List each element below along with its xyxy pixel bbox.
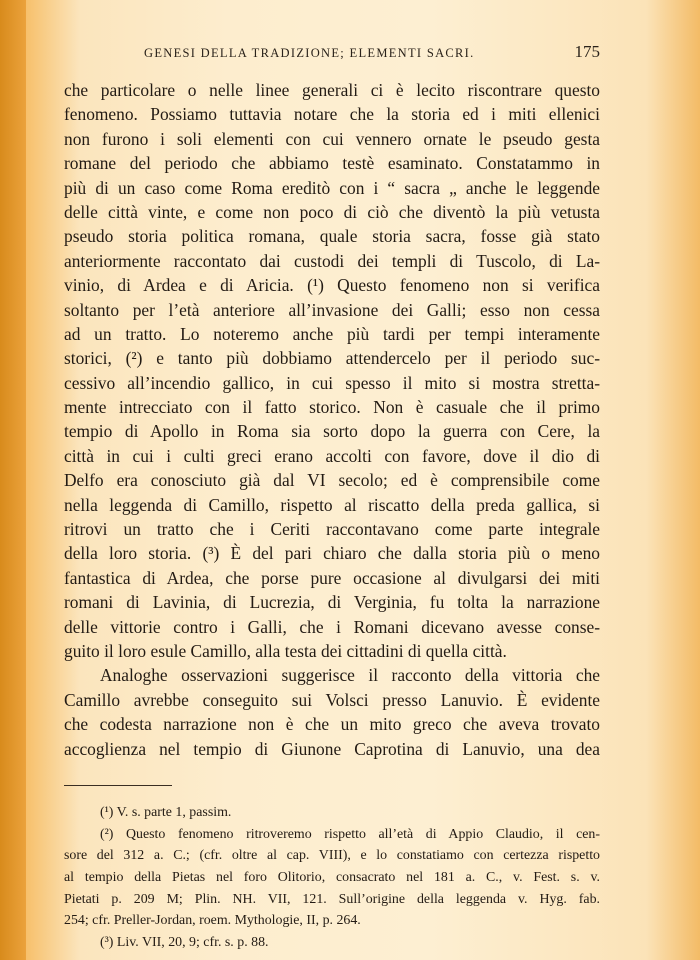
text-line: tempio di Apollo in Roma sia sorto dopo la guerra con Cere, la [64, 421, 600, 442]
text-line: non furono i soli elementi con cui vennero ornate le pseudo gesta [64, 128, 600, 149]
text-line: fenomeno. Possiamo tuttavia notare che la storia ed i miti ellenici [64, 104, 600, 125]
text-line: delle vittorie contro i Galli, che i Romani dicevano avesse conse- [64, 616, 600, 637]
text-line: città in cui i culti greci erano accolti con favore, dove il dio di [64, 445, 600, 466]
footnote-rule [64, 785, 172, 786]
text-line: ad un tratto. Lo noteremo anche più tardi per tempi interamente [64, 323, 600, 344]
text-line: anteriormente raccontato dai custodi dei templi di Tuscolo, di La- [64, 250, 600, 271]
text-line: fantastica di Ardea, che porse pure occasione al divulgarsi dei miti [64, 567, 600, 588]
text-line: mente intrecciato con il fatto storico. Non è casuale che il primo [64, 397, 600, 418]
text-line: pseudo storia politica romana, quale storia sacra, fosse già stato [64, 226, 600, 247]
running-title: GENESI DELLA TRADIZIONE; ELEMENTI SACRI. [144, 46, 475, 60]
text-line: romani di Lavinia, di Lucrezia, di Verginia, fu tolta la narrazione [64, 592, 600, 613]
text-line: che codesta narrazione non è che un mito greco che aveva trovato [64, 714, 600, 735]
footnotes [64, 802, 600, 954]
text-line: soltanto per l’età anteriore all’invasione dei Galli; esso non cessa [64, 299, 600, 320]
text-line: più di un caso come Roma ereditò con i “ sacra „ anche le leggende [64, 177, 600, 198]
text-line: Delfo era conosciuto già dal VI secolo; ed è comprensibile come [64, 470, 600, 491]
text-line: romane del periodo che abbiamo testè esaminato. Constatammo in [64, 153, 600, 174]
text-line: delle città vinte, e come non poco di ciò che diventò la più vetusta [64, 201, 600, 222]
text-line: storici, (²) e tanto più dobbiamo attendercelo per il periodo suc- [64, 348, 600, 369]
paragraph-start-line: Analoghe osservazioni suggerisce il racconto della vittoria che [100, 665, 600, 686]
text-line: vinio, di Ardea e di Aricia. (¹) Questo fenomeno non si verifica [64, 275, 600, 296]
text-line: guito il loro esule Camillo, alla testa dei cittadini di quella città. [64, 640, 507, 661]
book-spine-edge [0, 0, 26, 960]
body-text [64, 78, 600, 761]
footnote-2: (²) Questo fenomeno ritroveremo rispetto all’età di Appio Claudio, il cen- [100, 826, 600, 842]
running-head [144, 42, 600, 66]
footnote-1: (¹) V. s. parte 1, passim. [100, 805, 232, 820]
text-line: Camillo avrebbe conseguito sui Volsci presso Lanuvio. È evidente [64, 689, 600, 710]
text-line: accoglienza nel tempio di Giunone Caprotina di Lanuvio, una dea [64, 738, 600, 759]
footnote-3: (³) Liv. VII, 20, 9; cfr. s. p. 88. [100, 935, 269, 951]
text-line: della loro storia. (³) È del pari chiaro che dalla storia più o meno [64, 543, 600, 564]
footnote-line: sore del 312 a. C.; (cfr. oltre al cap. VIII), e lo constatiamo con certezza rispetto [64, 848, 600, 864]
text-line: cessivo all’incendio gallico, in cui spesso il mito si mostra stretta- [64, 372, 600, 393]
footnote-line: 254; cfr. Preller-Jordan, roem. Mythologie, II, p. 264. [64, 913, 361, 929]
footnote-line: al tempio della Pietas nel foro Olitorio, consacrato nel 181 a. C., v. Fest. s. v. [64, 870, 600, 886]
text-line: che particolare o nelle linee generali ci è lecito riscontrare questo [64, 80, 600, 100]
footnote-line: Pietati p. 209 M; Plin. NH. VII, 121. Sull’origine della leggenda v. Hyg. fab. [64, 891, 600, 907]
text-line: ritrovi un tratto che i Ceriti raccontavano come parte integrale [64, 519, 600, 540]
page-number: 175 [574, 42, 600, 61]
text-line: nella leggenda di Camillo, rispetto al riscatto della preda gallica, si [64, 494, 600, 515]
